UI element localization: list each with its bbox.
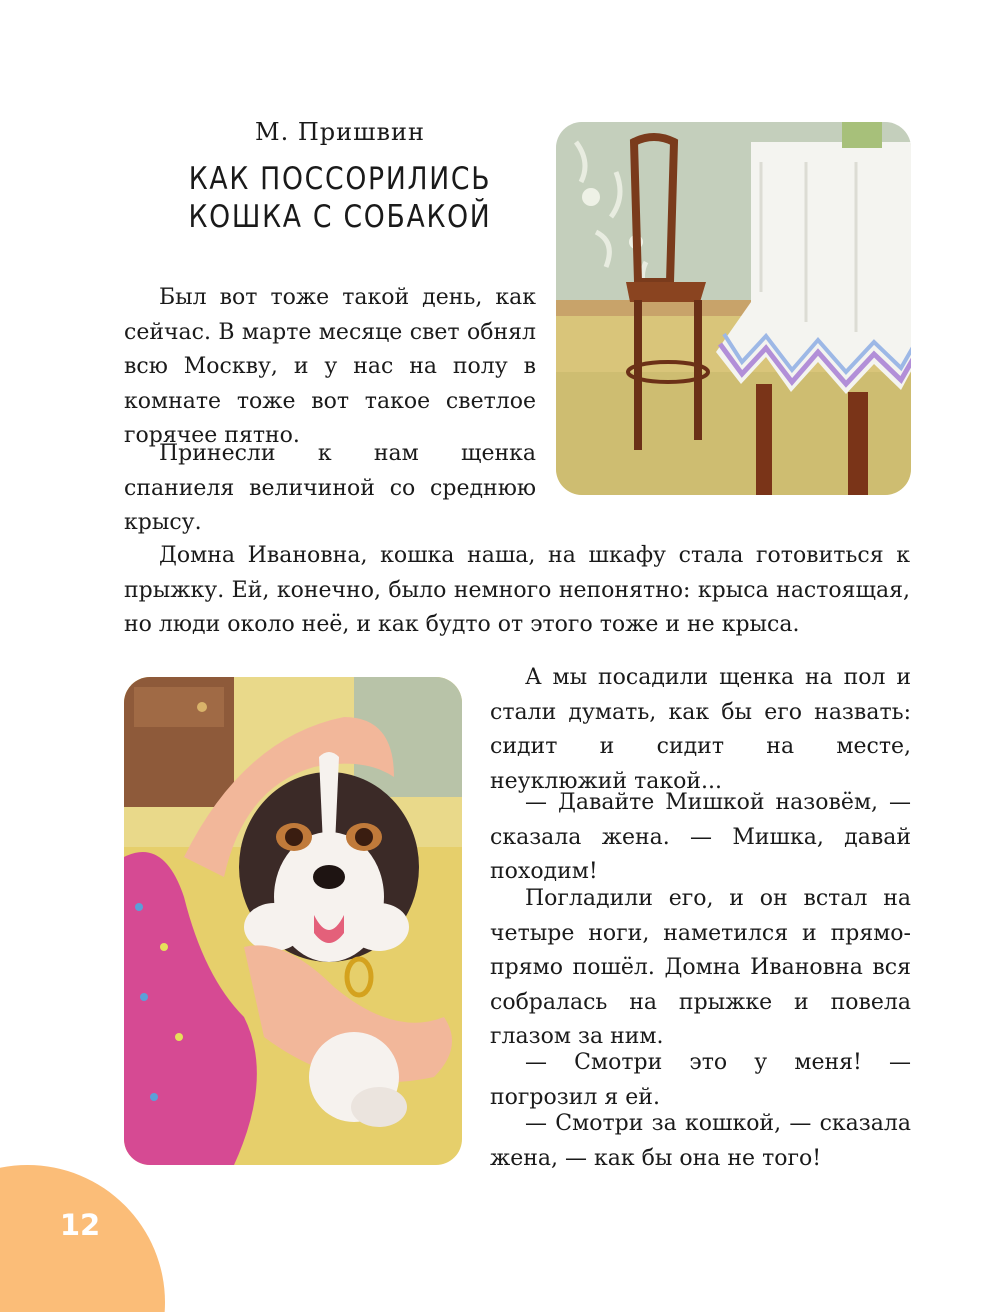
puppy-illustration [124,677,462,1165]
page-number: 12 [59,1208,101,1242]
table-chair-illustration [556,122,911,495]
author-name: М. Пришвин [255,118,425,146]
paragraph-1: Был вот тоже такой день, как сейчас. В марте месяце свет обнял всю Москву, и у нас на полу в комнате тоже вот такое светлое горячее пятно. [124,285,536,448]
paragraph-8: — Смотри за кошкой, — сказала жена, — как бы она не того! [490,1111,911,1171]
paragraph-7: — Смотри это у меня! — погрозил я ей. [490,1050,911,1110]
paragraph-3: Домна Ивановна, кошка наша, на шкафу стала готовиться к прыжку. Ей, конечно, было немного непонятно: крыса настоящая, но люди около неё, и как будто от этого тоже и не крыса. [124,543,910,637]
paragraph-5: — Давайте Мишкой назовём, — сказала жена. — Мишка, давай походим! [490,790,911,884]
story-title [177,160,504,236]
paragraph-4: А мы посадили щенка на пол и стали думать, как бы его назвать: сидит и сидит на месте, неуклюжий такой... [490,665,911,794]
paragraph-6: Погладили его, и он встал на четыре ноги, наметился и прямо-прямо пошёл. Домна Ивановна вся собралась на прыжке и повела глазом за ним. [490,886,911,1049]
story-title-line-2: КОШКА С СОБАКОЙ [188,199,492,235]
story-title-line-1: КАК ПОССОРИЛИСЬ [188,161,492,197]
paragraph-2: Принесли к нам щенка спаниеля величиной со среднюю крысу. [124,441,536,535]
